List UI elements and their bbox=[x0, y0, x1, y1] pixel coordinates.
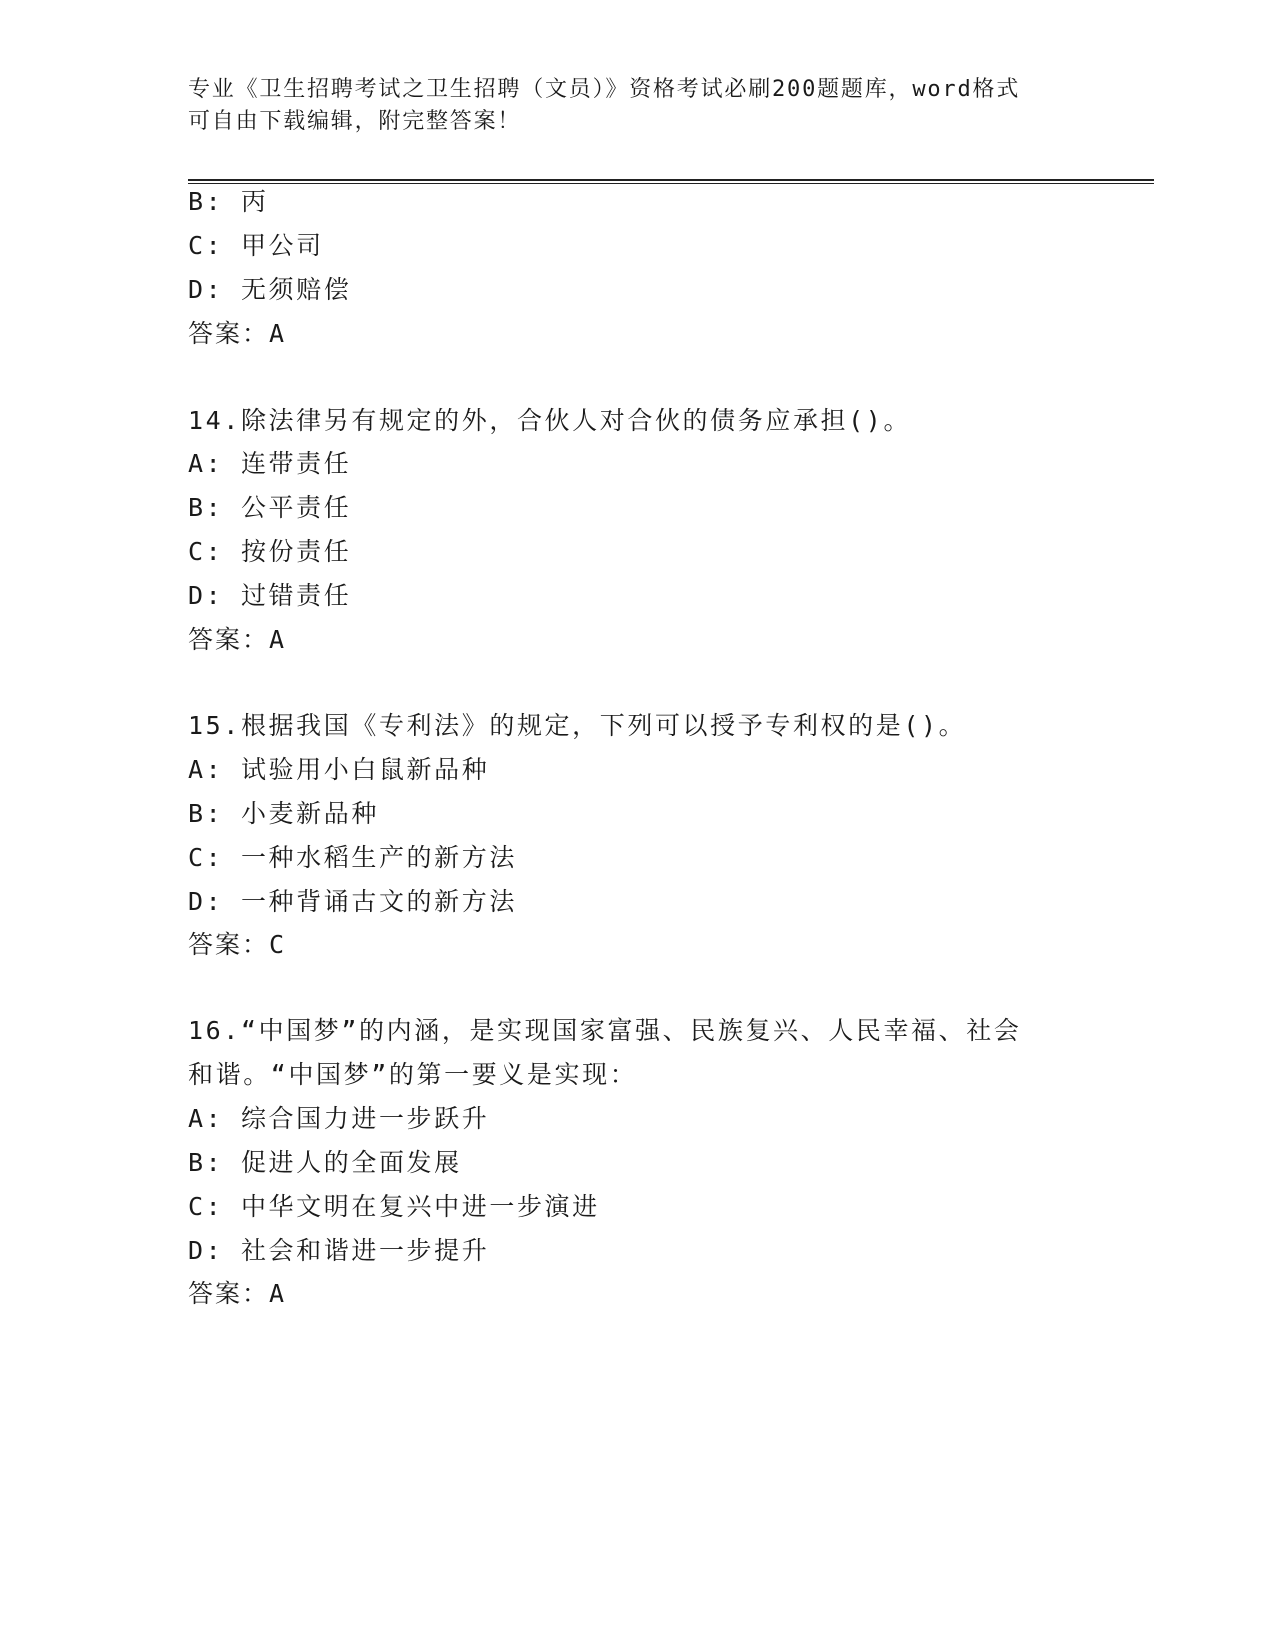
q16-stem-line-2: 和谐。“中国梦”的第一要义是实现： bbox=[188, 1060, 638, 1089]
q15-answer: 答案：C bbox=[188, 930, 287, 959]
q16-answer: 答案：A bbox=[188, 1279, 287, 1308]
header-title-line-1: 专业《卫生招聘考试之卫生招聘（文员）》资格考试必刷200题题库，word格式 bbox=[188, 77, 1021, 102]
q16-option-c: C: 中华文明在复兴中进一步演进 bbox=[188, 1192, 600, 1221]
q16-option-a: A: 综合国力进一步跃升 bbox=[188, 1104, 490, 1133]
q15-option-d: D: 一种背诵古文的新方法 bbox=[188, 887, 517, 916]
document-header bbox=[188, 74, 1088, 138]
q15-stem: 15.根据我国《专利法》的规定，下列可以授予专利权的是()。 bbox=[188, 711, 967, 740]
q13-option-d: D: 无须赔偿 bbox=[188, 275, 352, 304]
header-title-line-2: 可自由下载编辑，附完整答案！ bbox=[188, 109, 522, 134]
q14-option-a: A: 连带责任 bbox=[188, 449, 352, 478]
q14-option-b: B: 公平责任 bbox=[188, 493, 352, 522]
q14-answer: 答案：A bbox=[188, 625, 287, 654]
q16-option-d: D: 社会和谐进一步提升 bbox=[188, 1236, 490, 1265]
q13-option-c: C: 甲公司 bbox=[188, 231, 324, 260]
q13-answer: 答案：A bbox=[188, 319, 287, 348]
q14-option-c: C: 按份责任 bbox=[188, 537, 352, 566]
q13-option-b: B: 丙 bbox=[188, 187, 269, 216]
q15-option-c: C: 一种水稻生产的新方法 bbox=[188, 843, 517, 872]
q14-option-d: D: 过错责任 bbox=[188, 581, 352, 610]
q16-option-b: B: 促进人的全面发展 bbox=[188, 1148, 462, 1177]
q14-stem: 14.除法律另有规定的外，合伙人对合伙的债务应承担()。 bbox=[188, 406, 912, 435]
q16-stem-line-1: 16.“中国梦”的内涵，是实现国家富强、民族复兴、人民幸福、社会 bbox=[188, 1016, 1022, 1045]
q15-option-b: B: 小麦新品种 bbox=[188, 799, 379, 828]
q15-option-a: A: 试验用小白鼠新品种 bbox=[188, 755, 490, 784]
header-divider bbox=[188, 179, 1154, 184]
